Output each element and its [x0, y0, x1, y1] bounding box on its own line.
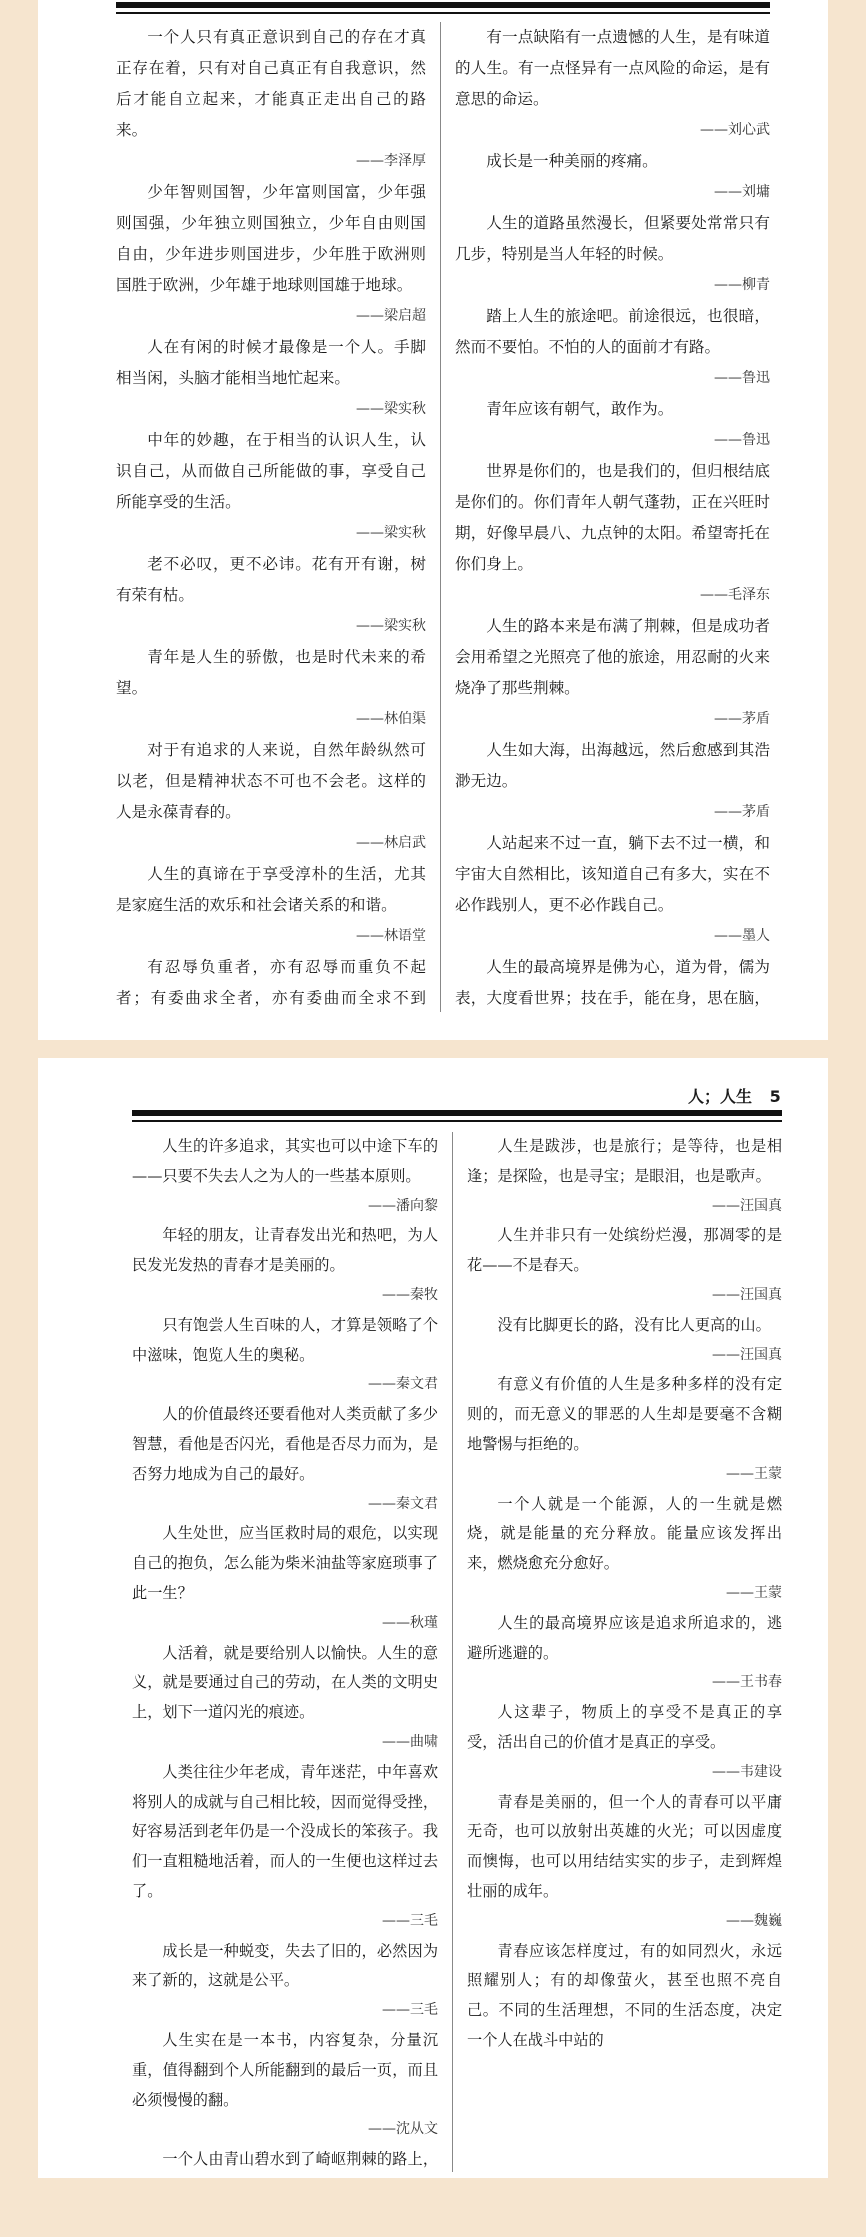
quote-author: ——林启武 — [356, 835, 426, 851]
quote-text: 有意义有价值的人生是多种多样的没有定则的，而无意义的罪恶的人生却是要毫不含糊地警惕与拒绝的。 — [467, 1375, 782, 1453]
quote-text: 人的价值最终还要看他对人类贡献了多少智慧，看他是否闪光，看他是否尽力而为，是否努力地成为自己的最好。 — [132, 1405, 438, 1483]
quote-text: 人生的道路虽然漫长，但紧要处常常只有几步，特别是当人年轻的时候。 — [455, 214, 770, 263]
quote-text: 没有比脚更长的路，没有比人更高的山。 — [497, 1315, 771, 1334]
quote-text: 人类往往少年老成，青年迷茫，中年喜欢将别人的成就与自己相比较，因而觉得受挫，好容易活到老年仍是一个没成长的笨孩子。我们一直粗糙地活着，而人的一生便也这样过去了。 — [132, 1762, 438, 1900]
quote-text: 人这辈子，物质上的享受不是真正的享受，活出自己的价值才是真正的享受。 — [467, 1703, 782, 1751]
quote-author: ——王蒙 — [726, 1465, 782, 1482]
quote-text: 人生是跋涉，也是旅行；是等待，也是相逢；是探险，也是寻宝；是眼泪，也是歌声。 — [467, 1137, 782, 1185]
top-rule-thick — [132, 1110, 782, 1116]
quote-text: 有一点缺陷有一点遗憾的人生，是有味道的人生。有一点怪异有一点风险的命运，是有意思的命运。 — [455, 28, 770, 108]
quote-text: 人站起来不过一直，躺下去不过一横，和宇宙大自然相比，该知道自己有多大，实在不必作践别人，更不必作践自己。 — [455, 834, 770, 914]
quote-author: ——茅盾 — [714, 711, 770, 727]
top-rule-thick — [116, 2, 770, 8]
quote-author: ——魏巍 — [726, 1912, 782, 1929]
quote-author: ——鲁迅 — [714, 432, 770, 448]
quote-author: ——秋瑾 — [382, 1614, 438, 1631]
page-two-right-column — [453, 1132, 782, 2172]
quote-author: ——李泽厚 — [356, 153, 426, 169]
quote-text: 人生的最高境界应该是追求所追求的，逃避所逃避的。 — [467, 1613, 782, 1662]
page-two-columns — [132, 1132, 782, 2172]
quote-author: ——刘心武 — [700, 122, 770, 138]
quote-text: 青春应该怎样度过，有的如同烈火，永远照耀别人；有的却像萤火，甚至也照不亮自己。不同的生活理想，不同的生活态度，决定一个人在战斗中站的 — [467, 1941, 782, 2049]
quote-text: 成长是一种美丽的疼痛。 — [486, 152, 658, 170]
page-number: 5 — [769, 1087, 781, 1106]
quote-text: 一个人就是一个能源，人的一生就是燃烧，就是能量的充分释放。能量应该发挥出来，燃烧愈充分愈好。 — [467, 1494, 782, 1573]
quote-text: 青年是人生的骄傲，也是时代未来的希望。 — [116, 648, 426, 697]
quote-text: 成长是一种蜕变，失去了旧的，必然因为来了新的，这就是公平。 — [132, 1941, 438, 1990]
quote-author: ——梁实秋 — [356, 525, 426, 541]
top-rule-thin — [132, 1120, 782, 1122]
quote-author: ——沈从文 — [368, 2121, 438, 2138]
quote-author: ——茅盾 — [714, 804, 770, 820]
quote-author: ——柳青 — [714, 277, 770, 293]
quote-text: 一个人由青山碧水到了崎岖荆棘的路上， — [162, 2150, 438, 2169]
quote-author: ——刘墉 — [714, 184, 770, 200]
quote-author: ——秦文君 — [368, 1495, 438, 1512]
quote-text: 世界是你们的，也是我们的，但归根结底是你们的。你们青年人朝气蓬勃，正在兴旺时期，好像早晨八、九点钟的太阳。希望寄托在你们身上。 — [455, 462, 770, 573]
quote-author: ——梁启超 — [356, 308, 426, 324]
quote-author: ——梁实秋 — [356, 618, 426, 634]
quote-text: 人活着，就是要给别人以愉快。人生的意义，就是要通过自己的劳动，在人类的文明史上，划下一道闪光的痕迹。 — [132, 1643, 438, 1722]
quote-author: ——汪国真 — [712, 1197, 782, 1214]
quote-text: 人生的真谛在于享受淳朴的生活，尤其是家庭生活的欢乐和社会诸关系的和谐。 — [116, 865, 426, 914]
quote-text: 老不必叹，更不必讳。花有开有谢，树有荣有枯。 — [116, 555, 426, 604]
quote-author: ——潘向黎 — [368, 1197, 438, 1214]
quote-text: 人生的许多追求，其实也可以中途下车的——只要不失去人之为人的一些基本原则。 — [132, 1137, 438, 1185]
quote-text: 人在有闲的时候才最像是一个人。手脚相当闲，头脑才能相当地忙起来。 — [116, 338, 426, 387]
quote-author: ——林语堂 — [356, 928, 426, 944]
quote-text: 人生处世，应当匡救时局的艰危，以实现自己的抱负，怎么能为柴米油盐等家庭琐事了此一生？ — [132, 1524, 438, 1602]
top-rule-thin — [116, 12, 770, 14]
page-two — [38, 1058, 828, 2178]
quote-text: 青春是美丽的，但一个人的青春可以平庸无奇，也可以放射出英雄的火光；可以因虚度而懊悔，也可以用结结实实的步子，走到辉煌壮丽的成年。 — [467, 1792, 782, 1900]
page-one-left-column — [116, 22, 440, 1012]
quote-text: 年轻的朋友，让青春发出光和热吧，为人民发光发热的青春才是美丽的。 — [132, 1226, 438, 1275]
running-header — [688, 1084, 781, 1107]
page-one-columns — [116, 22, 770, 1012]
quote-author: ——秦文君 — [368, 1376, 438, 1393]
page-one — [38, 0, 828, 1040]
quote-text: 只有饱尝人生百味的人，才算是领略了个中滋味，饱览人生的奥秘。 — [132, 1315, 438, 1364]
quote-text: 人生的最高境界是佛为心，道为骨，儒为表，大度看世界；技在手，能在身，思在脑， — [455, 958, 770, 1007]
section-title: 人；人生 — [688, 1087, 753, 1106]
quote-author: ——曲啸 — [382, 1733, 438, 1750]
quote-author: ——三毛 — [382, 1912, 438, 1929]
quote-author: ——毛泽东 — [700, 587, 770, 603]
quote-author: ——韦建设 — [712, 1763, 782, 1780]
quote-author: ——王蒙 — [726, 1584, 782, 1601]
quote-author: ——梁实秋 — [356, 401, 426, 417]
quote-text: 一个人只有真正意识到自己的存在才真正存在着，只有对自己真正有自我意识，然后才能自立起来，才能真正走出自己的路来。 — [116, 28, 426, 139]
quote-text: 人生如大海，出海越远，然后愈感到其浩渺无边。 — [455, 741, 770, 790]
quote-text: 人生的路本来是布满了荆棘，但是成功者会用希望之光照亮了他的旅途，用忍耐的火来烧净了那些荆棘。 — [455, 617, 770, 697]
quote-author: ——秦牧 — [382, 1286, 438, 1303]
quote-author: ——汪国真 — [712, 1346, 782, 1363]
quote-author: ——汪国真 — [712, 1286, 782, 1303]
quote-text: 有忍辱负重者，亦有忍辱而重负不起者；有委曲求全者，亦有委曲而全求不到 — [116, 958, 426, 1007]
page-two-left-column — [132, 1132, 452, 2172]
quote-author: ——墨人 — [714, 928, 770, 944]
quote-text: 青年应该有朝气，敢作为。 — [486, 400, 674, 418]
quote-text: 少年智则国智，少年富则国富，少年强则国强，少年独立则国独立，少年自由则国自由，少年进步则国进步，少年胜于欧洲则国胜于欧洲，少年雄于地球则国雄于地球。 — [116, 183, 426, 294]
quote-author: ——王书春 — [712, 1674, 782, 1691]
quote-text: 人生实在是一本书，内容复杂，分量沉重，值得翻到个人所能翻到的最后一页，而且必须慢慢的翻。 — [132, 2030, 438, 2109]
quote-text: 踏上人生的旅途吧。前途很远，也很暗，然而不要怕。不怕的人的面前才有路。 — [455, 307, 770, 356]
quote-author: ——鲁迅 — [714, 370, 770, 386]
quote-text: 对于有追求的人来说，自然年龄纵然可以老，但是精神状态不可也不会老。这样的人是永葆青春的。 — [116, 741, 426, 821]
quote-author: ——林伯渠 — [356, 711, 426, 727]
quote-text: 中年的妙趣，在于相当的认识人生，认识自己，从而做自己所能做的事，享受自己所能享受的生活。 — [116, 431, 426, 511]
quote-text: 人生并非只有一处缤纷烂漫，那凋零的是花——不是春天。 — [467, 1226, 782, 1275]
page-one-right-column — [441, 22, 770, 1012]
quote-author: ——三毛 — [382, 2002, 438, 2019]
